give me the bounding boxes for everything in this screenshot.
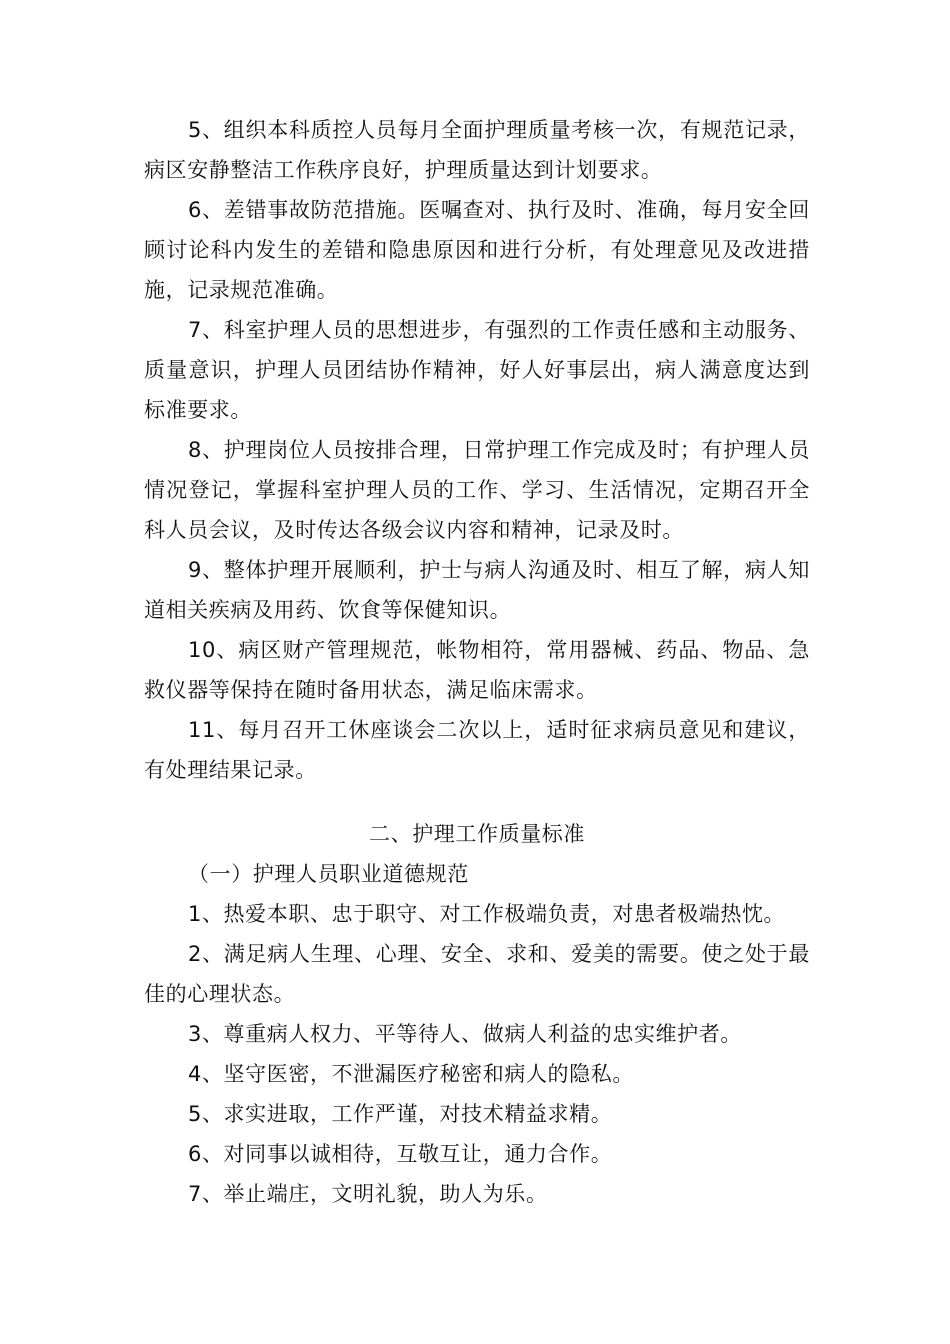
item-6-paragraph: 6、差错事故防范措施。医嘱查对、执行及时、准确，每月安全回顾讨论科内发生的差错和隐患原因和进行分析，有处理意见及改进措施，记录规范准确。 (144, 198, 810, 302)
ethics-item-3: 3、尊重病人权力、平等待人、做病人利益的忠实维护者。 (188, 1022, 742, 1046)
ethics-item-2: 2、满足病人生理、心理、安全、求和、爱美的需要。使之处于最佳的心理状态。 (144, 942, 810, 1006)
ethics-item-1: 1、热爱本职、忠于职守、对工作极端负责，对患者极端热忱。 (188, 902, 786, 926)
subsection-title: （一）护理人员职业道德规范 (188, 862, 469, 886)
item-7-paragraph: 7、科室护理人员的思想进步，有强烈的工作责任感和主动服务、质量意识，护理人员团结协作精神，好人好事层出，病人满意度达到标准要求。 (144, 318, 810, 422)
ethics-item-7: 7、举止端庄，文明礼貌，助人为乐。 (188, 1182, 548, 1206)
item-9-paragraph: 9、整体护理开展顺利，护士与病人沟通及时、相互了解，病人知道相关疾病及用药、饮食等保健知识。 (144, 558, 810, 622)
ethics-item-6: 6、对同事以诚相待，互敬互让，通力合作。 (188, 1142, 613, 1166)
item-5-paragraph: 5、组织本科质控人员每月全面护理质量考核一次，有规范记录，病区安静整洁工作秩序良好，护理质量达到计划要求。 (144, 118, 810, 182)
item-10-paragraph: 10、病区财产管理规范，帐物相符，常用器械、药品、物品、急救仪器等保持在随时备用状态，满足临床需求。 (144, 638, 810, 702)
ethics-item-5: 5、求实进取，工作严谨，对技术精益求精。 (188, 1102, 613, 1126)
ethics-item-4: 4、坚守医密，不泄漏医疗秘密和病人的隐私。 (188, 1062, 634, 1086)
item-8-paragraph: 8、护理岗位人员按排合理，日常护理工作完成及时；有护理人员情况登记，掌握科室护理人员的工作、学习、生活情况，定期召开全科人员会议，及时传达各级会议内容和精神，记录及时。 (144, 438, 810, 542)
document-page (144, 110, 810, 1214)
section-title: 二、护理工作质量标准 (369, 822, 585, 846)
item-11-paragraph: 11、每月召开工休座谈会二次以上，适时征求病员意见和建议，有处理结果记录。 (144, 718, 810, 782)
